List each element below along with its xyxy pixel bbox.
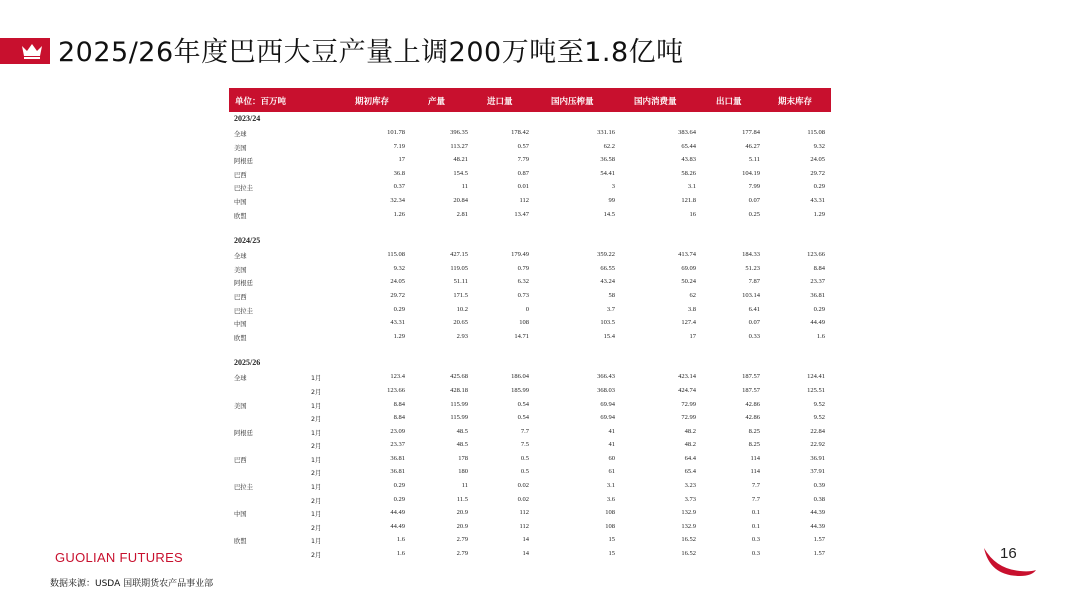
row-month: 1月 xyxy=(311,402,322,410)
table-cell: 115.08 xyxy=(387,251,405,259)
table-cell: 101.78 xyxy=(387,129,405,136)
table-cell: 22.92 xyxy=(810,441,825,449)
table-cell: 3.1 xyxy=(606,482,615,490)
table-cell: 51.23 xyxy=(745,264,760,272)
table-cell: 15.4 xyxy=(603,332,615,340)
table-cell: 187.57 xyxy=(742,386,760,394)
table-row xyxy=(229,533,831,547)
table-cell: 0.25 xyxy=(748,210,760,218)
table-cell: 36.91 xyxy=(810,454,825,462)
table-cell: 413.74 xyxy=(678,251,696,259)
table-row xyxy=(229,316,831,330)
table-row xyxy=(229,384,831,398)
table-cell: 7.99 xyxy=(748,183,760,191)
table-cell: 2.81 xyxy=(456,210,468,218)
header-col-3: 进口量 xyxy=(487,97,513,107)
row-region: 美国 xyxy=(234,266,247,274)
table-cell: 22.84 xyxy=(810,427,825,435)
table-row xyxy=(229,452,831,466)
table-cell: 1.6 xyxy=(396,550,405,558)
table-cell: 7.7 xyxy=(751,495,760,503)
header-col-1: 期初库存 xyxy=(355,97,390,107)
table-cell: 11 xyxy=(461,183,468,191)
table-cell: 69.09 xyxy=(681,264,696,272)
table-row xyxy=(229,303,831,317)
table-cell: 0.02 xyxy=(517,495,529,503)
table-cell: 36.58 xyxy=(600,156,615,164)
table-row xyxy=(229,167,831,181)
table-cell: 6.32 xyxy=(517,278,529,286)
table-cell: 178 xyxy=(458,454,468,462)
table-cell: 366.43 xyxy=(597,373,615,381)
table-cell: 48.5 xyxy=(456,427,468,435)
table-cell: 331.16 xyxy=(597,129,615,136)
table-cell: 124.41 xyxy=(807,373,825,381)
table-row xyxy=(229,370,831,384)
table-cell: 14.71 xyxy=(514,332,529,340)
table-cell: 48.21 xyxy=(453,156,468,164)
row-region: 全球 xyxy=(234,375,247,383)
table-cell: 112 xyxy=(519,522,529,530)
table-header xyxy=(229,88,831,112)
row-month: 1月 xyxy=(311,511,322,519)
table-cell: 5.11 xyxy=(748,156,760,164)
table-cell: 114 xyxy=(750,454,760,462)
table-cell: 3.1 xyxy=(687,183,696,191)
table-cell: 16.52 xyxy=(681,550,696,558)
table-cell: 61 xyxy=(608,468,615,476)
table-cell: 7.7 xyxy=(751,482,760,490)
year-label: 2023/24 xyxy=(234,114,261,123)
table-cell: 7.79 xyxy=(517,156,529,164)
table-cell: 23.09 xyxy=(390,427,405,435)
table-cell: 428.18 xyxy=(450,386,468,394)
table-cell: 69.94 xyxy=(600,414,615,422)
table-cell: 24.05 xyxy=(810,156,825,164)
row-region: 巴拉圭 xyxy=(234,307,253,315)
table-cell: 8.25 xyxy=(748,441,760,449)
crown-icon xyxy=(20,42,44,60)
row-month: 1月 xyxy=(311,429,322,437)
table-cell: 16 xyxy=(689,210,696,218)
table-cell: 396.35 xyxy=(450,129,468,136)
table-cell: 7.87 xyxy=(748,278,760,286)
section-gap xyxy=(229,221,831,234)
table-cell: 112 xyxy=(519,196,529,204)
table-cell: 43.24 xyxy=(600,278,615,286)
table-cell: 123.66 xyxy=(387,386,405,394)
data-table xyxy=(229,88,831,561)
table-cell: 1.57 xyxy=(813,536,825,544)
table-cell: 132.9 xyxy=(681,509,696,517)
table-cell: 177.84 xyxy=(742,129,760,136)
table-cell: 0.54 xyxy=(517,400,529,408)
table-cell: 0.5 xyxy=(520,454,529,462)
table-cell: 0.3 xyxy=(751,550,760,558)
header-col-2: 产量 xyxy=(428,97,446,107)
table-cell: 104.19 xyxy=(742,169,760,177)
table-cell: 127.4 xyxy=(681,319,696,327)
table-cell: 6.41 xyxy=(748,305,760,313)
table-cell: 48.2 xyxy=(684,427,696,435)
row-region: 欧盟 xyxy=(234,212,247,220)
table-row xyxy=(229,262,831,276)
table-cell: 427.15 xyxy=(450,251,468,259)
table-cell: 180 xyxy=(458,468,468,476)
table-row xyxy=(229,520,831,534)
table-row xyxy=(229,140,831,154)
table-cell: 14 xyxy=(522,536,529,544)
table-cell: 99 xyxy=(608,196,615,204)
table-cell: 72.99 xyxy=(681,400,696,408)
table-cell: 125.51 xyxy=(807,386,825,394)
year-label: 2024/25 xyxy=(234,236,261,246)
table-cell: 32.34 xyxy=(390,196,405,204)
header-col-4: 国内压榨量 xyxy=(551,97,594,107)
table-cell: 20.9 xyxy=(456,522,468,530)
table-cell: 2.93 xyxy=(456,332,468,340)
table-row xyxy=(229,493,831,507)
table-cell: 44.49 xyxy=(390,509,405,517)
table-cell: 3.73 xyxy=(684,495,696,503)
table-cell: 23.37 xyxy=(390,441,405,449)
table-row xyxy=(229,330,831,344)
table-cell: 60 xyxy=(608,454,615,462)
table-cell: 0.79 xyxy=(517,264,529,272)
table-row xyxy=(229,438,831,452)
row-region: 阿根廷 xyxy=(234,280,253,288)
table-cell: 44.49 xyxy=(810,319,825,327)
section-gap xyxy=(229,343,831,356)
table-row xyxy=(229,194,831,208)
table-cell: 0.3 xyxy=(751,536,760,544)
row-region: 中国 xyxy=(234,511,247,519)
table-cell: 14 xyxy=(522,550,529,558)
table-cell: 9.52 xyxy=(813,414,825,422)
table-cell: 184.33 xyxy=(742,251,760,259)
page-title: 2025/26年度巴西大豆产量上调200万吨至1.8亿吨 xyxy=(58,37,684,68)
table-cell: 368.03 xyxy=(597,386,615,394)
year-label: 2025/26 xyxy=(234,358,261,368)
table-cell: 36.81 xyxy=(390,454,405,462)
table-cell: 171.5 xyxy=(453,291,468,299)
table-cell: 0.39 xyxy=(813,482,825,490)
table-cell: 115.99 xyxy=(450,400,468,408)
table-row xyxy=(229,275,831,289)
year-heading xyxy=(229,234,831,248)
table-cell: 0.29 xyxy=(813,305,825,313)
table-row xyxy=(229,465,831,479)
table-cell: 44.49 xyxy=(390,522,405,530)
table-cell: 0.29 xyxy=(393,305,405,313)
table-body xyxy=(229,112,831,561)
table-cell: 108 xyxy=(605,522,615,530)
table-cell: 0.1 xyxy=(751,522,760,530)
year-heading xyxy=(229,112,831,126)
table-cell: 121.8 xyxy=(681,196,696,204)
row-region: 美国 xyxy=(234,144,247,152)
table-cell: 13.47 xyxy=(514,210,529,218)
table-cell: 185.99 xyxy=(511,386,529,394)
table-cell: 69.94 xyxy=(600,400,615,408)
table-cell: 8.84 xyxy=(813,264,825,272)
year-heading xyxy=(229,356,831,370)
row-region: 全球 xyxy=(234,131,247,138)
table-cell: 0.29 xyxy=(393,482,405,490)
table-cell: 16.52 xyxy=(681,536,696,544)
row-region: 全球 xyxy=(234,253,247,261)
table-cell: 0.29 xyxy=(393,495,405,503)
table-cell: 62.2 xyxy=(603,142,615,150)
table-cell: 72.99 xyxy=(681,414,696,422)
table-cell: 29.72 xyxy=(390,291,405,299)
table-cell: 43.31 xyxy=(390,319,405,327)
table-cell: 36.81 xyxy=(810,291,825,299)
table-cell: 1.29 xyxy=(813,210,825,218)
table-cell: 0.29 xyxy=(813,183,825,191)
table-cell: 0.07 xyxy=(748,196,760,204)
table-cell: 9.32 xyxy=(813,142,825,150)
row-region: 巴拉圭 xyxy=(234,484,253,492)
table-cell: 11 xyxy=(461,482,468,490)
table-cell: 187.57 xyxy=(742,373,760,381)
table-cell: 54.41 xyxy=(600,169,615,177)
table-cell: 3.6 xyxy=(606,495,615,503)
table-cell: 58.26 xyxy=(681,169,696,177)
table-cell: 0.07 xyxy=(748,319,760,327)
table-cell: 112 xyxy=(519,509,529,517)
table-cell: 108 xyxy=(519,319,529,327)
table-cell: 11.5 xyxy=(456,495,468,503)
table-cell: 123.4 xyxy=(390,373,405,381)
table-cell: 113.27 xyxy=(450,142,468,150)
table-cell: 8.84 xyxy=(393,400,405,408)
table-cell: 425.68 xyxy=(450,373,468,381)
table-cell: 0.73 xyxy=(517,291,529,299)
table-cell: 23.37 xyxy=(810,278,825,286)
table-row xyxy=(229,180,831,194)
table-cell: 123.66 xyxy=(807,251,825,259)
table-row xyxy=(229,153,831,167)
table-cell: 1.57 xyxy=(813,550,825,558)
table-cell: 3.8 xyxy=(687,305,696,313)
row-region: 欧盟 xyxy=(234,538,247,546)
table-cell: 17 xyxy=(398,156,405,164)
header-col-5: 国内消费量 xyxy=(634,97,677,107)
table-cell: 15 xyxy=(608,536,615,544)
table-cell: 0.02 xyxy=(517,482,529,490)
table-cell: 2.79 xyxy=(456,550,468,558)
table-cell: 24.05 xyxy=(390,278,405,286)
table-row xyxy=(229,208,831,222)
row-region: 阿根廷 xyxy=(234,429,253,437)
table-cell: 423.14 xyxy=(678,373,696,381)
row-month: 1月 xyxy=(311,456,322,464)
row-region: 中国 xyxy=(234,321,247,329)
table-cell: 20.9 xyxy=(456,509,468,517)
table-cell: 0.57 xyxy=(517,142,529,150)
table-cell: 359.22 xyxy=(597,251,615,259)
table-row xyxy=(229,248,831,262)
table-cell: 43.83 xyxy=(681,156,696,164)
table-cell: 41 xyxy=(608,427,615,435)
table-cell: 44.39 xyxy=(810,509,825,517)
row-region: 欧盟 xyxy=(234,334,247,342)
table-cell: 383.64 xyxy=(678,129,696,136)
table-cell: 43.31 xyxy=(810,196,825,204)
table-cell: 20.65 xyxy=(453,319,468,327)
row-region: 巴西 xyxy=(234,293,247,301)
row-region: 巴西 xyxy=(234,456,247,464)
table-cell: 0.01 xyxy=(517,183,529,191)
table-cell: 154.5 xyxy=(453,169,468,177)
row-month: 2月 xyxy=(311,524,322,532)
table-cell: 8.25 xyxy=(748,427,760,435)
table-cell: 1.6 xyxy=(816,332,825,340)
table-cell: 8.84 xyxy=(393,414,405,422)
table-cell: 0.33 xyxy=(748,332,760,340)
title-bar xyxy=(0,30,1080,66)
table-cell: 103.14 xyxy=(742,291,760,299)
table-row xyxy=(229,479,831,493)
header-col-7: 期末库存 xyxy=(778,97,813,107)
table-cell: 0.1 xyxy=(751,509,760,517)
table-cell: 46.27 xyxy=(745,142,760,150)
table-cell: 14.5 xyxy=(603,210,615,218)
table-cell: 20.84 xyxy=(453,196,468,204)
table-cell: 42.86 xyxy=(745,414,760,422)
table-row xyxy=(229,398,831,412)
table-cell: 65.4 xyxy=(684,468,696,476)
table-cell: 0.38 xyxy=(813,495,825,503)
table-cell: 178.42 xyxy=(511,129,529,136)
table-cell: 9.32 xyxy=(393,264,405,272)
table-row xyxy=(229,547,831,561)
table-cell: 7.5 xyxy=(520,441,529,449)
table-cell: 7.7 xyxy=(520,427,529,435)
row-month: 2月 xyxy=(311,470,322,478)
row-month: 2月 xyxy=(311,552,322,560)
table-cell: 36.81 xyxy=(390,468,405,476)
row-month: 2月 xyxy=(311,443,322,451)
table-row xyxy=(229,126,831,140)
table-cell: 15 xyxy=(608,550,615,558)
table-cell: 3.7 xyxy=(606,305,615,313)
table-cell: 51.11 xyxy=(453,278,468,286)
table-cell: 2.79 xyxy=(456,536,468,544)
header-unit: 单位：百万吨 xyxy=(235,97,287,107)
row-month: 2月 xyxy=(311,497,322,505)
table-cell: 42.86 xyxy=(745,400,760,408)
table-cell: 103.5 xyxy=(600,319,615,327)
table-cell: 65.44 xyxy=(681,142,696,150)
table-cell: 115.99 xyxy=(450,414,468,422)
table-cell: 62 xyxy=(689,291,696,299)
table-cell: 114 xyxy=(750,468,760,476)
table-cell: 0 xyxy=(525,305,529,313)
table-cell: 36.8 xyxy=(393,169,405,177)
table-cell: 37.91 xyxy=(810,468,825,476)
table-cell: 119.05 xyxy=(450,264,468,272)
table-row xyxy=(229,506,831,520)
table-row xyxy=(229,289,831,303)
table-row xyxy=(229,411,831,425)
table-cell: 115.08 xyxy=(807,129,825,136)
table-cell: 0.37 xyxy=(393,183,405,191)
table-cell: 108 xyxy=(605,509,615,517)
table-cell: 44.39 xyxy=(810,522,825,530)
table-cell: 58 xyxy=(608,291,615,299)
table-cell: 66.55 xyxy=(600,264,615,272)
table-cell: 3 xyxy=(611,183,615,191)
table-cell: 0.87 xyxy=(517,169,529,177)
table-cell: 50.24 xyxy=(681,278,696,286)
table-cell: 0.54 xyxy=(517,414,529,422)
row-region: 美国 xyxy=(234,402,247,410)
row-month: 2月 xyxy=(311,388,322,396)
row-region: 阿根廷 xyxy=(234,158,253,166)
table-row xyxy=(229,425,831,439)
row-month: 2月 xyxy=(311,416,322,424)
table-cell: 3.23 xyxy=(684,482,696,490)
row-month: 1月 xyxy=(311,538,322,546)
table-cell: 179.49 xyxy=(511,251,529,259)
table-cell: 186.04 xyxy=(511,373,529,381)
logo-block xyxy=(0,38,50,64)
row-region: 巴拉圭 xyxy=(234,185,253,193)
table-cell: 64.4 xyxy=(684,454,696,462)
table-cell: 7.19 xyxy=(393,142,405,150)
table-cell: 424.74 xyxy=(678,386,696,394)
table-cell: 29.72 xyxy=(810,169,825,177)
header-col-6: 出口量 xyxy=(716,97,742,107)
page-number: 16 xyxy=(1000,545,1017,562)
row-month: 1月 xyxy=(311,484,322,492)
table-cell: 1.29 xyxy=(393,332,405,340)
table-cell: 48.2 xyxy=(684,441,696,449)
table-cell: 41 xyxy=(608,441,615,449)
row-region: 巴西 xyxy=(234,171,247,179)
table-cell: 1.6 xyxy=(396,536,405,544)
table-cell: 132.9 xyxy=(681,522,696,530)
row-region: 中国 xyxy=(234,198,247,206)
table-cell: 17 xyxy=(689,332,696,340)
table-cell: 10.2 xyxy=(456,305,468,313)
data-source: 数据来源：USDA 国联期货农产品事业部 xyxy=(50,579,214,589)
brand-logo-text: GUOLIAN FUTURES xyxy=(55,550,184,565)
table-cell: 48.5 xyxy=(456,441,468,449)
table-cell: 1.26 xyxy=(393,210,405,218)
table-cell: 9.52 xyxy=(813,400,825,408)
row-month: 1月 xyxy=(311,375,322,383)
table-cell: 0.5 xyxy=(520,468,529,476)
